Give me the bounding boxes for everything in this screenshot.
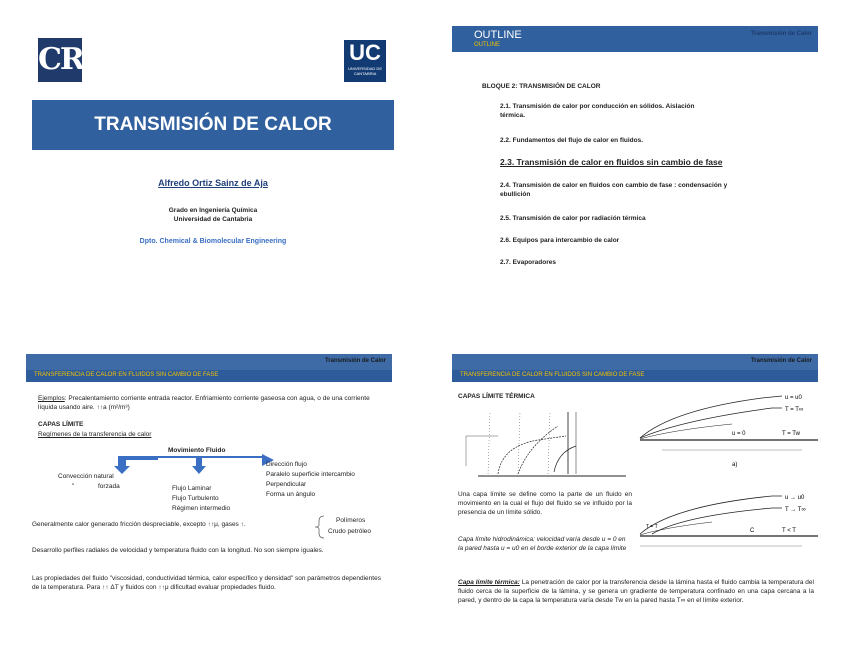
header-subtitle: OUTLINE [474,42,501,48]
boundary-diagram-b [632,488,822,560]
slide-outline [452,26,844,324]
outline-item: 2.2. Fundamentos del flujo de calor en fluidos. [500,137,644,144]
desarrollo-text: Desarrollo perfiles radiales de velocidad y temperatura fluido con la longitud. No son siempre iguales. [32,547,324,554]
slide-header [452,26,818,52]
capa-termica-heading: CAPAS LÍMITE TÉRMICA [458,393,535,400]
label-a: a) [732,462,738,468]
outline-item: 2.5. Transmisión de calor por radiación térmica [500,215,646,222]
conv-forzada-mark: " [72,483,75,490]
crudo-petroleo: Crudo petróleo [328,528,371,535]
slide-capa-termica [452,354,844,652]
definicion-text: Una capa límite se define como la parte de un fluido en movimiento en la cual el flujo del fluido se ve influido por la presencia de un límite sólido. [458,491,632,516]
ejemplos-body: : Precalentamiento corriente entrada reactor. Enfriamiento corriente gaseosa con agua, o de una corriente líquida usando aire. ↑↑a (m²/m³) [38,395,370,411]
label-tinf: T = T∞ [785,407,804,413]
label-tinf-b: T → T∞ [785,507,806,513]
movimiento-fluido: Movimiento Fluido [168,447,226,454]
outline-item: 2.7. Evaporadores [500,259,556,266]
slide-header [452,354,818,382]
capas-limite-heading: CAPAS LÍMITE [38,421,84,428]
header-course: Transmisión de Calor [324,358,386,364]
termica-label: Capa límite térmica: [458,579,520,586]
outline-item: 2.1. Transmisión de calor por conducción en sólidos. Aislación térmica. [500,103,695,119]
ejemplos-label: Ejemplos [38,395,65,402]
header-course: Transmisión de Calor [750,31,812,37]
header-subtitle: TRANSFERENCIA DE CALOR EN FLUIDOS SIN CAMBIO DE FASE [34,372,219,378]
logo-right-text: UC [349,40,381,65]
direccion-perpendicular: Perpendicular [266,481,307,488]
label-c-b: C [750,528,755,534]
header-course: Transmisión de Calor [750,358,812,364]
slide-header [26,354,392,382]
direccion-angulo: Forma un ángulo [266,491,316,498]
outline-item: 2.4. Transmisión de calor en fluidos con cambio de fase : condensación y ebullición [500,182,728,198]
hidro-text: Capa límite hidrodinámica: velocidad varía desde u = 0 en la pared hasta u = u0 en el borde exterior de la capa límite [458,536,627,552]
label-tw: T = Tw [782,431,800,437]
author-name: Alfredo Ortiz Sainz de Aja [158,178,268,188]
direccion-paralelo: Paralelo superficie intercambio [266,471,355,478]
arrow-left-head [114,466,130,474]
department: Dpto. Chemical & Biomolecular Engineering [139,238,287,245]
title-banner: TRANSMISIÓN DE CALOR [32,100,394,150]
conv-forzada: forzada [98,483,120,490]
arrow-mid [196,457,202,466]
direccion-flujo: Dirección flujo [266,461,307,468]
label-t-b: T = T [646,524,658,530]
brace-icon [314,514,326,540]
header-title: OUTLINE [474,29,522,41]
slide-transferencia [26,354,418,652]
flujo-laminar: Flujo Laminar [172,485,212,492]
termica-text [458,578,814,605]
bloque-title: BLOQUE 2: TRANSMISIÓN DE CALOR [482,83,601,90]
outline-item: 2.6. Equipos para intercambio de calor [500,237,620,244]
slide-title [26,26,418,324]
termica-body: La penetración de calor por la transferencia desde la lámina hasta el fluido cambia la temperatura del fluido cerca de la superficie de la lámina, y se genera un gradiente de temperatura confinado en una capa cercana a la pared, y dentro de la capa la temperatura varía desde Tw en la pared hasta T∞ en el límite exterior. [458,579,814,604]
label-u0-b: u → u0 [785,495,805,501]
university: Universidad de Cantabria [173,216,253,223]
profile-diagram [458,406,630,486]
conv-natural: Convección natural [58,473,114,480]
propiedades-text: Las propiedades del fluido "viscosidad, conductividad térmica, calor específico y densidad" son parámetros dependientes de la temperatura. Para ↑↑ ΔT y fluidos con ↑↑μ dificultad evaluar propiedades fluido. [32,575,381,591]
flujo-turbulento: Flujo Turbulento [172,495,219,502]
logo-left [38,38,82,82]
label-u-zero: u = 0 [732,431,746,437]
regimenes-heading: Regímenes de la transferencia de calor [38,431,152,438]
logo-right-sub: UNIVERSIDAD DE CANTABRIA [347,66,382,76]
label-u0: u = u0 [785,395,802,401]
ejemplos-text [38,394,378,412]
logo-left-text: CR [38,42,83,77]
degree: Grado en Ingeniería Química [168,207,258,214]
regimen-intermedio: Régimen intermedio [172,505,231,512]
outline-item-current: 2.3. Transmisión de calor en fluidos sin cambio de fase [500,157,723,167]
boundary-diagram-a [632,390,822,470]
label-tt-b: T < T [782,528,796,534]
generalmente-text: Generalmente calor generado fricción despreciable, excepto ↑↑μ, gases ↑. [32,521,246,528]
degree-info [26,206,400,224]
logo-right [344,40,386,82]
arrow-mid-head [192,466,206,474]
header-subtitle: TRANSFERENCIA DE CALOR EN FLUIDOS SIN CAMBIO DE FASE [460,372,645,378]
polimeros: Polímeros [336,517,366,524]
